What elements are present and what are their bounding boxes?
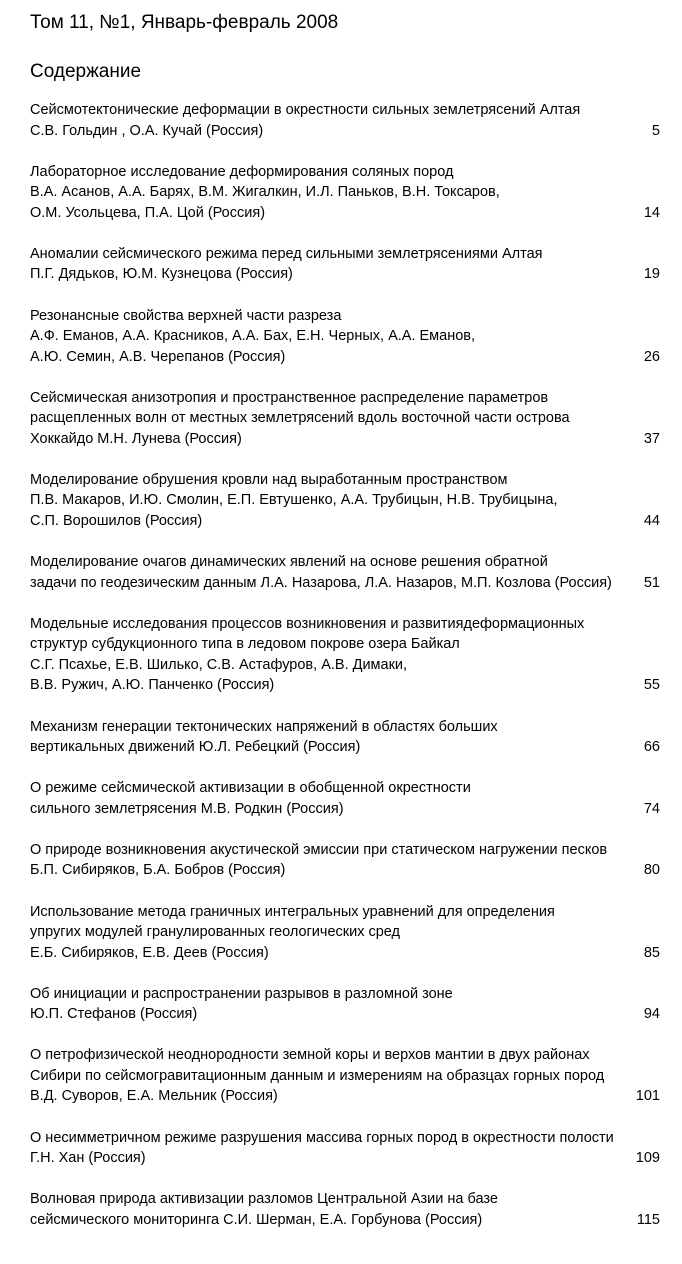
toc-entry-title-line: О природе возникновения акустической эмиссии при статическом нагружении песков [30, 841, 608, 858]
toc-entry-title-line: О режиме сейсмической активизации в обобщенной окрестности [30, 780, 471, 797]
toc-entry [30, 778, 660, 819]
toc-entry-title-line: О петрофизической неоднородности земной коры и верхов мантии в двух районах [30, 1047, 590, 1064]
toc-entry-page-number: 37 [643, 430, 660, 447]
toc-entry-title-line: Сибири по сейсмогравитационным данным и измерениям на образцах горных пород [30, 1067, 605, 1084]
toc-entry-title-line: Использование метода граничных интегральных уравнений для определения [30, 903, 555, 920]
toc-entry [30, 614, 660, 696]
toc-entry-authors-line: Е.Б. Сибиряков, Е.В. Деев (Россия) [30, 944, 269, 961]
toc-entry-title-line: О несимметричном режиме разрушения массива горных пород в окрестности полости [30, 1129, 614, 1146]
table-of-contents [30, 100, 660, 1230]
contents-title: Содержание [30, 61, 142, 82]
toc-entry-page-number: 5 [651, 122, 660, 139]
toc-entry-page-number: 85 [643, 944, 660, 961]
toc-entry-page-number: 101 [635, 1088, 660, 1105]
toc-entry-authors-line: Ю.П. Стефанов (Россия) [30, 1006, 198, 1023]
toc-entry-page-number: 14 [643, 204, 660, 221]
toc-entry-title-line: А.Ф. Еманов, А.А. Красников, А.А. Бах, Е.Н. Черных, А.А. Еманов, [30, 328, 476, 345]
issue-heading: Том 11, №1, Январь-февраль 2008 [30, 12, 339, 33]
toc-entry-authors-line: вертикальных движений Ю.Л. Ребецкий (Россия) [30, 739, 361, 755]
toc-entry-authors-line: Г.Н. Хан (Россия) [30, 1150, 146, 1167]
toc-entry-authors-line: В.В. Ружич, А.Ю. Панченко (Россия) [30, 677, 275, 694]
toc-entry-page-number: 115 [636, 1211, 660, 1228]
toc-entry-title-line: Сейсмическая анизотропия и пространственное распределение параметров [30, 389, 549, 406]
toc-entry-page-number: 26 [643, 348, 660, 365]
toc-entry-authors-line: С.В. Гольдин , О.А. Кучай (Россия) [30, 122, 264, 139]
toc-entry-page-number: 109 [635, 1150, 660, 1167]
toc-entry-title-line: С.Г. Псахье, Е.В. Шилько, С.В. Астафуров, А.В. Димаки, [30, 656, 408, 673]
toc-entry-authors-line: А.Ю. Семин, А.В. Черепанов (Россия) [30, 348, 286, 365]
toc-entry [30, 244, 660, 285]
toc-entry-title-line: расщепленных волн от местных землетрясений вдоль восточной части острова [30, 410, 570, 427]
toc-entry-title-line: Моделирование очагов динамических явлений на основе решения обратной [30, 554, 548, 571]
toc-entry [30, 1128, 660, 1169]
toc-entry-page-number: 44 [643, 512, 660, 529]
toc-entry-authors-line: задачи по геодезическим данным Л.А. Назарова, Л.А. Назаров, М.П. Козлова (Россия) [30, 574, 612, 591]
toc-entry-authors-line: В.Д. Суворов, Е.А. Мельник (Россия) [30, 1088, 278, 1105]
toc-entry [30, 552, 660, 593]
toc-entry-title-line: структур субдукционного типа в ледовом покрове озера Байкал [30, 636, 460, 653]
toc-entry-title-line: Аномалии сейсмического режима перед сильными землетрясениями Алтая [30, 245, 543, 262]
toc-entry-title-line: В.А. Асанов, А.А. Барях, В.М. Жигалкин, И.Л. Паньков, В.Н. Токсаров, [30, 184, 500, 201]
toc-entry-authors-line: сейсмического мониторинга С.И. Шерман, Е.А. Горбунова (Россия) [30, 1211, 483, 1228]
toc-entry-title-line: Механизм генерации тектонических напряжений в областях больших [30, 718, 498, 735]
toc-entry-page-number: 94 [643, 1006, 660, 1023]
toc-entry [30, 100, 660, 141]
toc-entry-title-line: Лабораторное исследование деформирования соляных пород [30, 163, 454, 180]
toc-entry-title-line: Волновая природа активизации разломов Центральной Азии на базе [30, 1191, 498, 1208]
toc-entry-title-line: Моделирование обрушения кровли над выработанным пространством [30, 471, 508, 488]
toc-entry [30, 1045, 660, 1107]
toc-entry-page-number: 19 [643, 266, 660, 283]
toc-entry-title-line: упругих модулей гранулированных геологических сред [30, 924, 401, 941]
toc-entry [30, 902, 660, 964]
toc-entry-authors-line: Хоккайдо М.Н. Лунева (Россия) [30, 430, 242, 447]
toc-entry-title-line: Сейсмотектонические деформации в окрестности сильных землетрясений Алтая [30, 102, 581, 118]
toc-entry [30, 388, 660, 450]
toc-entry-title-line: Резонансные свойства верхней части разреза [30, 307, 342, 324]
toc-entry-title-line: Об инициации и распространении разрывов в разломной зоне [30, 985, 453, 1002]
toc-entry-page-number: 80 [643, 862, 660, 879]
toc-entry [30, 840, 660, 881]
toc-entry-page-number: 74 [643, 800, 660, 817]
toc-entry-page-number: 51 [643, 574, 660, 591]
toc-entry-authors-line: Б.П. Сибиряков, Б.А. Бобров (Россия) [30, 862, 286, 879]
toc-entry [30, 984, 660, 1025]
toc-entry-page-number: 66 [643, 739, 660, 755]
toc-entry-authors-line: П.Г. Дядьков, Ю.М. Кузнецова (Россия) [30, 266, 293, 283]
toc-entry-page-number: 55 [643, 677, 660, 694]
toc-entry [30, 470, 660, 532]
toc-entry [30, 1189, 660, 1230]
toc-entry-authors-line: О.М. Усольцева, П.А. Цой (Россия) [30, 204, 266, 221]
toc-entry [30, 306, 660, 368]
toc-entry-title-line: П.В. Макаров, И.Ю. Смолин, Е.П. Евтушенко, А.А. Трубицын, Н.В. Трубицына, [30, 492, 558, 509]
toc-entry-authors-line: С.П. Ворошилов (Россия) [30, 512, 203, 529]
toc-entry [30, 162, 660, 224]
toc-entry [30, 717, 660, 758]
toc-entry-authors-line: сильного землетрясения М.В. Родкин (Россия) [30, 800, 344, 817]
toc-entry-title-line: Модельные исследования процессов возникновения и развитиядеформационных [30, 615, 585, 632]
